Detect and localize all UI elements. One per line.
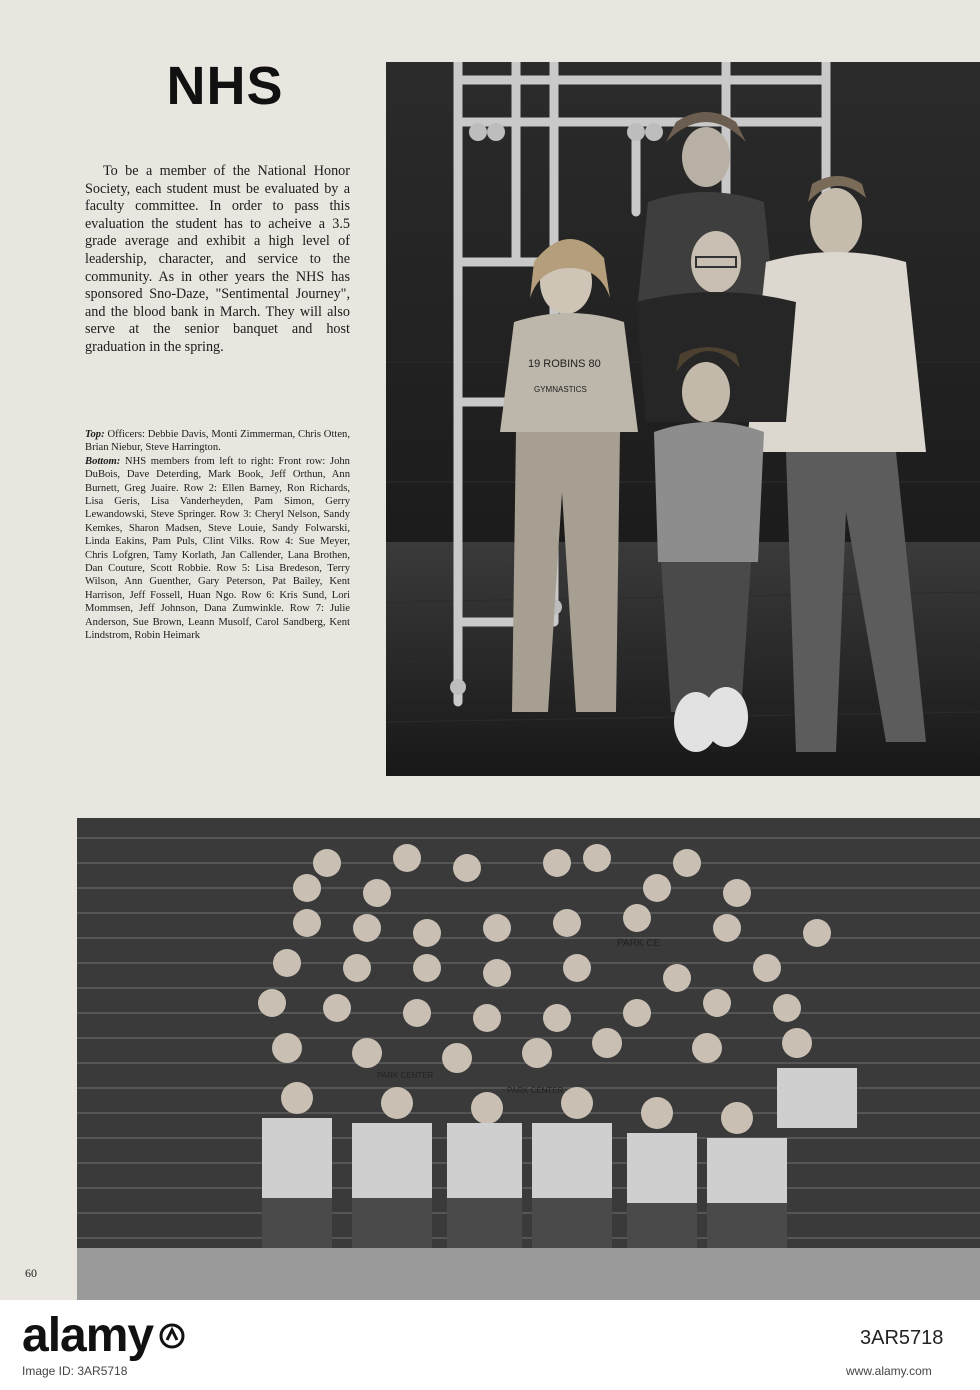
alamy-mark-icon — [159, 1323, 185, 1349]
caption-top — [85, 428, 350, 455]
site-url: www.alamy.com — [846, 1364, 932, 1378]
caption-top-text: Officers: Debbie Davis, Monti Zimmerman, Chris Otten, Brian Niebur, Steve Harrington. — [85, 429, 350, 454]
officers-photo-illustration — [386, 62, 980, 776]
image-id-label: Image ID: 3AR5718 — [22, 1364, 128, 1378]
shirt-text: PARK CE — [617, 938, 661, 949]
page-number: 60 — [25, 1266, 37, 1280]
shirt-text: 19 ROBINS 80 — [528, 358, 601, 370]
shirt-text: PARK CENTER — [377, 1071, 434, 1080]
caption-bottom-label: Bottom: — [85, 455, 121, 467]
page-title: NHS — [166, 56, 284, 116]
caption-bottom-text: NHS members from left to right: Front row: John DuBois, Dave Deterding, Mark Book, Jeff Orthun, Ann Burnett, Greg Juaire. Row 2: Ellen Barney, Ron Richards, Lisa Geris, Lisa Vanderheyden, Pam Simon, Gerry Lewandowski, Steve Springer. Row 3: Cheryl Nelson, Sandy Kemkes, Sharon Madsen, Steve Louie, Sandy Folwarski, Linda Eakins, Pam Puls, Clint Vilks. Row 4: Sue Meyer, Chris Lofgren, Tamy Korlath, Jan Callender, Lana Brothen, Dan Couture, Scott Robbie. Row 5: Lisa Bredeson, Terry Wilson, Ann Guenther, Gary Peterson, Pat Bailey, Kent Harrison, Jeff Fossell, Huan Ngo. Row 6: Kris Sund, Lori Mommsen, Jeff Johnson, Dana Zumwinkle. Row 7: Julie Anderson, Sue Brown, Leann Musolf, Carol Sandberg, Kent Lindstrom, Robin Heimark — [85, 455, 350, 642]
caption-bottom — [85, 455, 350, 643]
watermark-logo — [22, 1308, 185, 1363]
officers-photo — [386, 62, 980, 776]
members-photo-illustration — [77, 818, 980, 1300]
photo-captions — [85, 428, 350, 643]
members-photo — [77, 818, 980, 1300]
brand-name: alamy — [22, 1309, 154, 1362]
shirt-text: GYMNASTICS — [534, 385, 587, 394]
intro-paragraph: To be a member of the National Honor Society, each student must be evaluated by a faculty committee. In order to pass this evaluation the student has to acheive a 3.5 grade average and exhibit a high level of leadership, character, and service to the community. As in other years the NHS has sponsored Sno-Daze, "Sentimental Journey", and the blood bank in March. They will also serve at the senior banquet and host graduation in the spring. — [85, 163, 350, 355]
caption-top-label: Top: — [85, 429, 105, 440]
asset-id: 3AR5718 — [860, 1327, 944, 1349]
shirt-text: PARK CENTER — [507, 1086, 564, 1095]
